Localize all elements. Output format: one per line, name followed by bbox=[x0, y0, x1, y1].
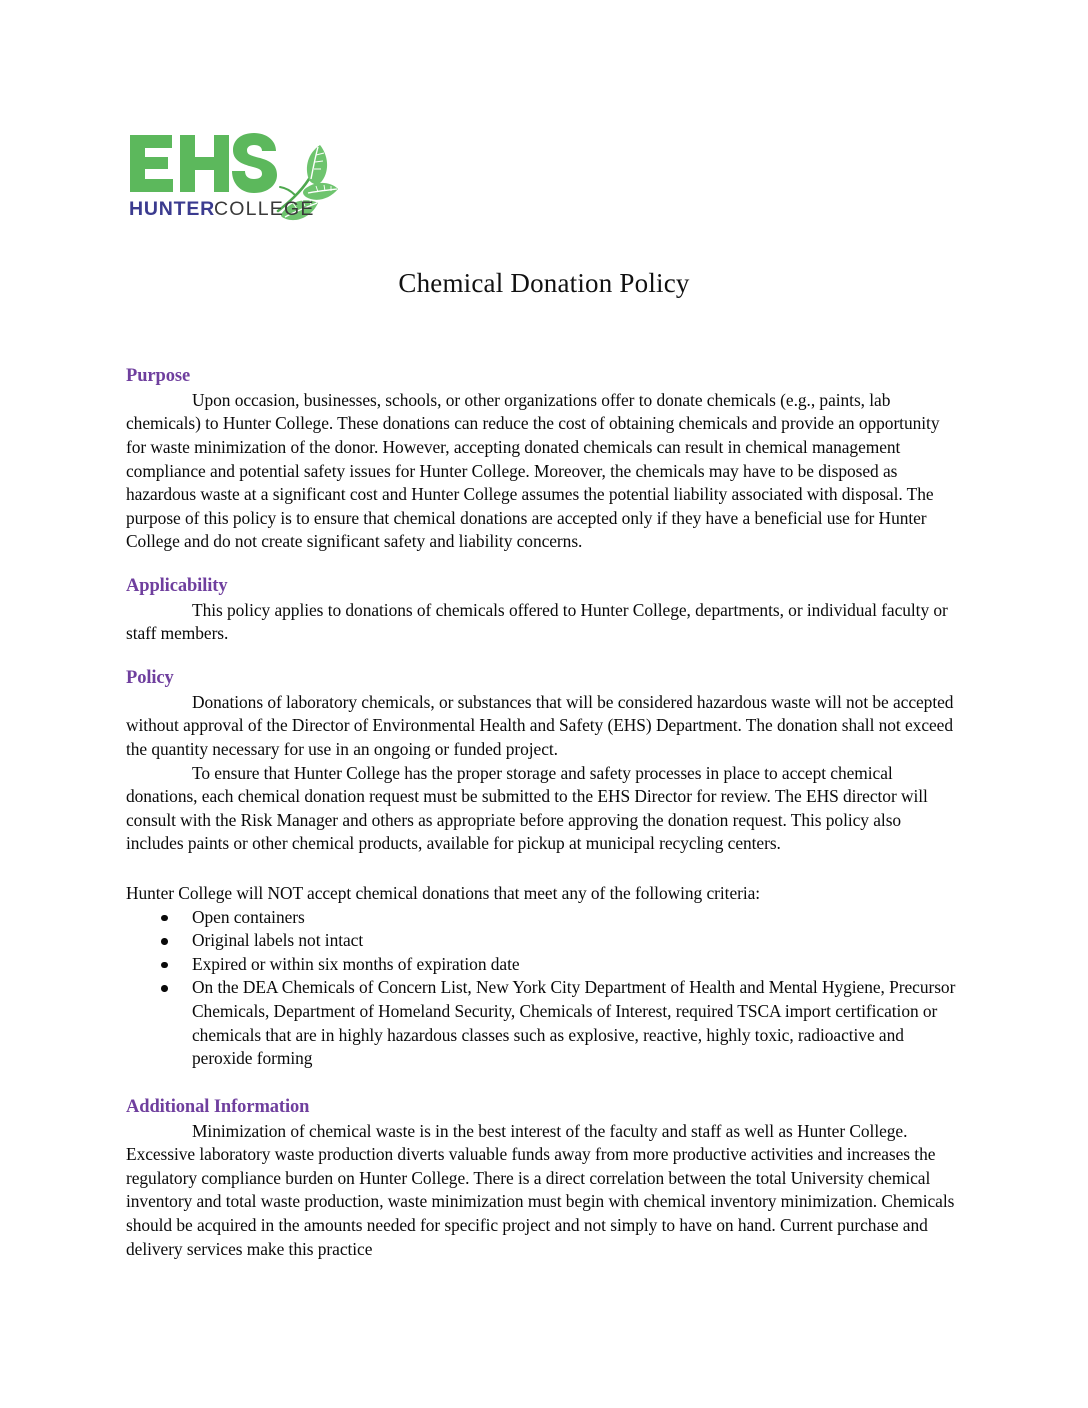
paragraph-purpose: Upon occasion, businesses, schools, or other organizations offer to donate chemicals (e.g., paints, lab chemicals) to Hunter College. These donations can reduce the cost of obtaining chemicals and provide an opportunity for waste minimization of the donor. However, accepting donated chemicals can result in chemical management compliance and potential safety issues for Hunter College. Moreover, the chemicals may have to be disposed as hazardous waste at a significant cost and Hunter College assumes the potential liability associated with disposal. The purpose of this policy is to ensure that chemical donations are accepted only if they have a beneficial use for Hunter College and do not create significant safety and liability concerns. bbox=[126, 389, 940, 552]
page-title: Chemical Donation Policy bbox=[398, 268, 690, 298]
paragraph-policy-2: To ensure that Hunter College has the proper storage and safety processes in place to accept chemical donations, each chemical donation request must be submitted to the EHS Director for review. The EHS director will consult with the Risk Manager and others as appropriate before approving the donation request. This policy also includes paints or other chemical products, available for pickup at municipal recycling centers. bbox=[126, 762, 928, 854]
criteria-intro: Hunter College will NOT accept chemical donations that meet any of the following criteria: bbox=[126, 882, 761, 903]
list-item bbox=[126, 976, 962, 1070]
bullet-icon bbox=[161, 938, 168, 945]
paragraph-additional-information: Minimization of chemical waste is in the best interest of the faculty and staff as well as Hunter College. Excessive laboratory waste production diverts valuable funds away from more productive activities and increases the regulatory compliance burden on Hunter College. There is a direct correlation between the total University chemical inventory and total waste production, waste minimization must begin with chemical inventory minimization. Chemicals should be acquired in the amounts needed for specific project and not simply to have on hand. Current purchase and delivery services make this practice bbox=[126, 1120, 955, 1259]
logo-college-text: COLLEGE bbox=[214, 198, 315, 220]
list-item-label: Original labels not intact bbox=[192, 930, 364, 951]
bullet-icon bbox=[161, 985, 168, 992]
list-item bbox=[126, 953, 962, 977]
section-heading-policy: Policy bbox=[126, 668, 174, 688]
bullet-icon bbox=[161, 915, 168, 922]
list-item bbox=[126, 906, 962, 930]
criteria-list bbox=[126, 906, 962, 1071]
logo-hunter-text: HUNTER bbox=[129, 198, 216, 220]
list-item-label: Expired or within six months of expiration date bbox=[192, 953, 520, 974]
list-item-label: On the DEA Chemicals of Concern List, New York City Department of Health and Mental Hygiene, Precursor Chemicals, Department of Homeland Security, Chemicals of Interest, required TSCA import certification or chemicals that are in highly hazardous classes such as explosive, reactive, highly toxic, radioactive and peroxide forming bbox=[192, 977, 956, 1069]
spacer bbox=[126, 1071, 962, 1097]
list-item-label: Open containers bbox=[192, 906, 305, 927]
spacer bbox=[126, 856, 962, 882]
ehs-hunter-college-logo bbox=[128, 131, 343, 223]
spacer bbox=[126, 554, 962, 576]
document-body bbox=[126, 366, 962, 1261]
bullet-icon bbox=[161, 962, 168, 969]
logo-svg bbox=[128, 131, 343, 223]
section-heading-applicability: Applicability bbox=[126, 575, 228, 596]
spacer bbox=[126, 646, 962, 668]
section-heading-additional-information: Additional Information bbox=[126, 1096, 310, 1117]
list-item bbox=[126, 929, 962, 953]
paragraph-policy-1: Donations of laboratory chemicals, or substances that will be considered hazardous waste will not be accepted without approval of the Director of Environmental Health and Safety (EHS) Department. The donation shall not exceed the quantity necessary for use in an ongoing or funded project. bbox=[126, 691, 954, 760]
paragraph-applicability: This policy applies to donations of chemicals offered to Hunter College, departments, or individual faculty or staff members. bbox=[126, 599, 948, 644]
ehs-wordmark-icon bbox=[130, 133, 277, 193]
section-heading-purpose: Purpose bbox=[126, 366, 191, 386]
